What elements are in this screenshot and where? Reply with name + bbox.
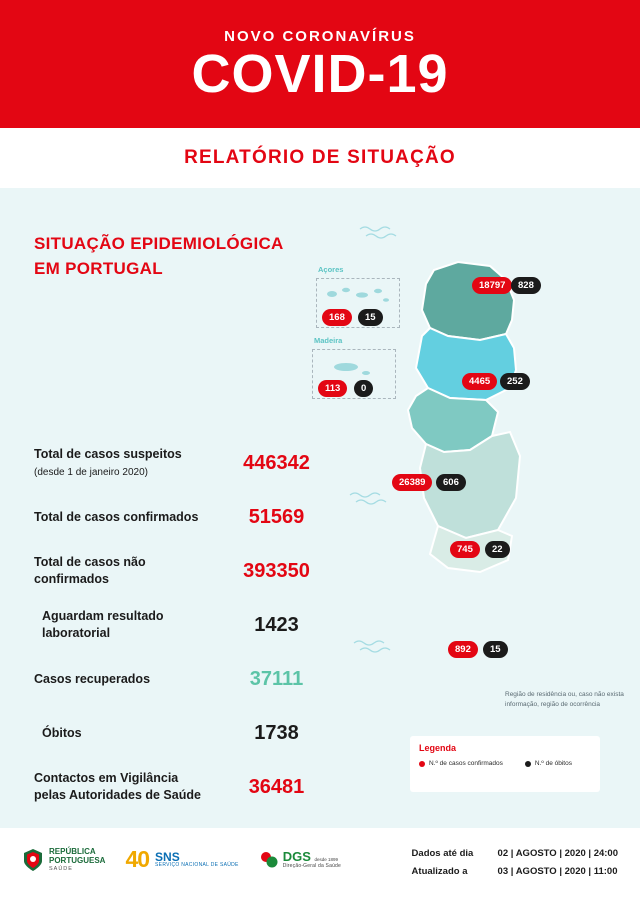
stat-value: 36481 — [248, 775, 305, 798]
legend-title: Legenda — [419, 743, 457, 753]
region-deaths-badge-alentejo: 22 — [485, 541, 510, 558]
island-deaths-badge-madeira: 0 — [354, 380, 373, 397]
section-title: SITUAÇÃO EPIDEMIOLÓGICA EM PORTUGAL — [34, 234, 284, 278]
portugal-map — [314, 208, 630, 808]
stat-value-wrap — [219, 560, 334, 583]
region-deaths-badge-lvt: 606 — [436, 474, 466, 491]
stat-value-wrap — [219, 668, 334, 691]
stats-list — [34, 440, 334, 818]
legend-item-deaths — [525, 760, 572, 767]
legend-items — [419, 760, 591, 767]
legend-cases-dot-icon — [419, 761, 425, 767]
stat-row — [34, 710, 334, 756]
stat-label — [34, 446, 219, 480]
updated-date-label: Atualizado a — [411, 866, 468, 877]
stat-label: Contactos em Vigilância pelas Autoridades de Saúde — [34, 771, 201, 802]
region-deaths-badge-algarve: 15 — [483, 641, 508, 658]
footer — [0, 828, 640, 906]
dgs-mark-icon — [259, 850, 279, 870]
stat-row — [34, 548, 334, 594]
stat-row — [34, 440, 334, 486]
stat-row — [34, 602, 334, 648]
dgs-logo — [259, 850, 341, 870]
footer-logos — [22, 846, 361, 873]
sns-logo — [125, 846, 238, 873]
island-cases-badge-madeira: 113 — [318, 380, 347, 397]
updated-date-row — [412, 866, 618, 877]
region-deaths-badge-norte: 828 — [511, 277, 541, 294]
legend-cases-label: N.º de casos confirmados — [429, 760, 503, 767]
region-cases-badge-alentejo: 745 — [450, 541, 480, 558]
region-cases-badge-norte: 18797 — [472, 277, 512, 294]
island-deaths-badge-acores: 15 — [358, 309, 383, 326]
region-cases-badge-centro: 4465 — [462, 373, 497, 390]
stat-value-wrap — [219, 506, 334, 529]
data-date-label: Dados até dia — [411, 848, 474, 859]
stat-label: Aguardam resultado laboratorial — [42, 609, 164, 640]
stat-row — [34, 656, 334, 702]
stat-label: Total de casos confirmados — [34, 509, 199, 524]
republica-line2: PORTUGUESA — [49, 856, 106, 866]
azores-label: Açores — [318, 265, 344, 274]
stat-label-text: Total de casos suspeitos — [34, 447, 182, 462]
legend-item-cases — [419, 760, 503, 767]
region-deaths-badge-centro: 252 — [500, 373, 530, 390]
stat-value-wrap — [219, 614, 334, 637]
dgs-badge: desde 1899 — [314, 857, 339, 863]
coat-of-arms-icon — [22, 848, 44, 872]
stat-label: Casos recuperados — [34, 671, 151, 686]
report-subtitle: RELATÓRIO DE SITUAÇÃO — [184, 147, 456, 168]
sns-line1: SNS — [155, 849, 180, 864]
sns-40-anniversary: 40 — [125, 846, 150, 872]
stat-value: 446342 — [243, 451, 310, 474]
dgs-line2: Direção-Geral da Saúde — [282, 862, 342, 869]
dgs-text — [283, 850, 341, 869]
stat-value: 37111 — [249, 667, 304, 690]
stat-value-wrap — [219, 776, 334, 799]
region-cases-badge-lvt: 26389 — [392, 474, 432, 491]
dgs-line1 — [283, 850, 341, 864]
stat-row — [34, 494, 334, 540]
stat-label-note: (desde 1 de janeiro 2020) — [34, 467, 148, 478]
stat-value: 1423 — [254, 613, 299, 636]
map-legend — [410, 736, 600, 792]
stat-value: 51569 — [248, 505, 305, 528]
stat-value-wrap — [219, 722, 334, 745]
header-kicker: NOVO CORONAVÍRUS — [224, 27, 416, 45]
island-cases-badge-acores: 168 — [322, 309, 352, 326]
page-title: COVID-19 — [191, 43, 449, 104]
stat-label: Total de casos não confirmados — [34, 555, 146, 586]
region-cases-badge-algarve: 892 — [448, 641, 478, 658]
dgs-wordmark: DGS — [282, 849, 311, 865]
sns-text — [155, 851, 239, 869]
header-banner — [0, 0, 640, 128]
footer-dates — [412, 848, 618, 884]
stat-value: 1738 — [254, 721, 299, 744]
data-date-row — [412, 848, 618, 859]
legend-deaths-dot-icon — [525, 761, 531, 767]
republica-line1: REPÚBLICA — [49, 847, 96, 857]
data-date-value: 02 | AGOSTO | 2020 | 24:00 — [497, 848, 618, 859]
map-note: Região de residência ou, caso não exista informação, região de ocorrência — [505, 691, 624, 708]
stat-value: 393350 — [243, 559, 310, 582]
sns-line2: SERVIÇO NACIONAL DE SAÚDE — [155, 862, 239, 869]
legend-deaths-label: N.º de óbitos — [534, 760, 572, 767]
madeira-label: Madeira — [314, 336, 343, 345]
republica-text — [49, 847, 105, 872]
stat-label: Óbitos — [42, 725, 82, 740]
updated-date-value: 03 | AGOSTO | 2020 | 11:00 — [497, 866, 618, 877]
stat-value-wrap — [219, 452, 334, 475]
republica-portuguesa-logo — [22, 847, 105, 872]
stat-row — [34, 764, 334, 810]
republica-line3: SAÚDE — [49, 865, 73, 872]
subtitle-band — [0, 128, 640, 188]
main-content — [0, 188, 640, 828]
